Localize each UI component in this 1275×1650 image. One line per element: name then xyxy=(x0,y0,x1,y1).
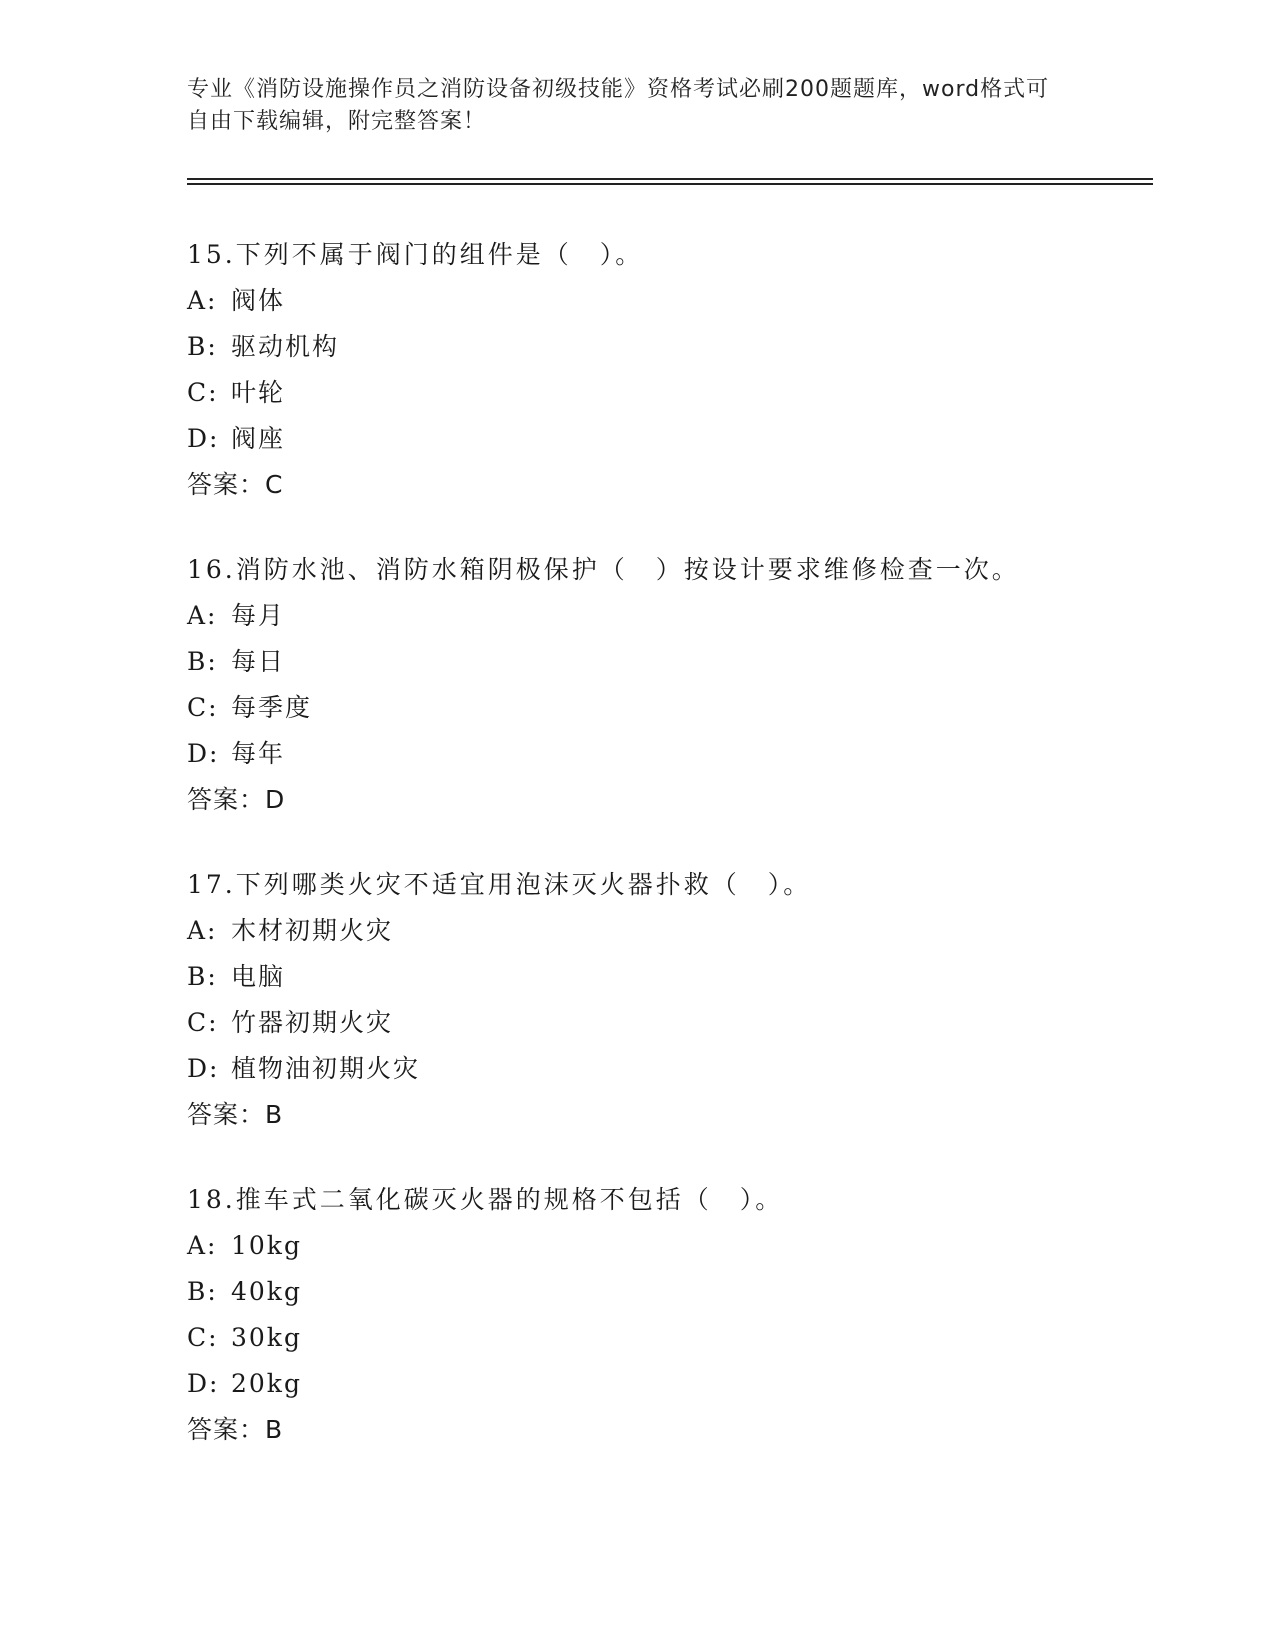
answer-line: 答案：C xyxy=(187,470,284,499)
option-c xyxy=(187,370,1147,416)
option-b xyxy=(187,954,1147,1000)
option-b xyxy=(187,1269,1147,1315)
option-text: 30kg xyxy=(231,1323,302,1352)
question-17 xyxy=(187,862,1147,1138)
question-stem: 15.下列不属于阀门的组件是（ ）。 xyxy=(187,240,644,269)
question-15 xyxy=(187,232,1147,508)
option-key: C: xyxy=(187,378,219,407)
answer-line: 答案：B xyxy=(187,1415,284,1444)
option-c xyxy=(187,1315,1147,1361)
option-key: B: xyxy=(187,1277,218,1306)
header-divider-bottom xyxy=(187,183,1153,185)
option-text: 每季度 xyxy=(231,693,313,722)
document-intro: 专业《消防设施操作员之消防设备初级技能》资格考试必刷200题题库，word格式可自由下载编辑，附完整答案！ xyxy=(187,77,1050,134)
option-text: 40kg xyxy=(231,1277,302,1306)
option-key: C: xyxy=(187,1323,219,1352)
option-key: A: xyxy=(187,916,218,945)
option-key: A: xyxy=(187,286,218,315)
question-18 xyxy=(187,1177,1147,1453)
option-key: A: xyxy=(187,601,218,630)
option-text: 10kg xyxy=(231,1231,302,1260)
option-d xyxy=(187,1361,1147,1407)
question-stem: 17.下列哪类火灾不适宜用泡沫灭火器扑救（ ）。 xyxy=(187,870,812,899)
option-key: C: xyxy=(187,693,219,722)
option-text: 叶轮 xyxy=(231,378,286,407)
answer-line: 答案：B xyxy=(187,1100,284,1129)
option-text: 竹器初期火灾 xyxy=(231,1008,394,1037)
option-text: 每月 xyxy=(231,601,286,630)
option-key: B: xyxy=(187,962,218,991)
option-b xyxy=(187,324,1147,370)
option-a xyxy=(187,593,1147,639)
option-key: B: xyxy=(187,332,218,361)
question-stem: 16.消防水池、消防水箱阴极保护（ ）按设计要求维修检查一次。 xyxy=(187,555,1020,584)
option-text: 电脑 xyxy=(231,962,286,991)
option-text: 阀座 xyxy=(231,424,286,453)
option-d xyxy=(187,1046,1147,1092)
option-key: D: xyxy=(187,424,220,453)
option-a xyxy=(187,1223,1147,1269)
option-c xyxy=(187,685,1147,731)
option-text: 驱动机构 xyxy=(231,332,340,361)
answer-line: 答案：D xyxy=(187,785,286,814)
option-c xyxy=(187,1000,1147,1046)
option-key: D: xyxy=(187,1369,220,1398)
option-d xyxy=(187,731,1147,777)
option-text: 每年 xyxy=(231,739,286,768)
option-b xyxy=(187,639,1147,685)
option-text: 阀体 xyxy=(231,286,286,315)
option-text: 木材初期火灾 xyxy=(231,916,394,945)
question-stem: 18.推车式二氧化碳灭火器的规格不包括（ ）。 xyxy=(187,1185,784,1214)
option-a xyxy=(187,278,1147,324)
option-key: A: xyxy=(187,1231,218,1260)
question-16 xyxy=(187,547,1147,823)
header-divider-top xyxy=(187,178,1153,180)
option-d xyxy=(187,416,1147,462)
option-text: 植物油初期火灾 xyxy=(231,1054,421,1083)
option-a xyxy=(187,908,1147,954)
option-key: D: xyxy=(187,1054,220,1083)
option-key: D: xyxy=(187,739,220,768)
option-text: 每日 xyxy=(231,647,286,676)
option-key: C: xyxy=(187,1008,219,1037)
option-key: B: xyxy=(187,647,218,676)
option-text: 20kg xyxy=(231,1369,302,1398)
